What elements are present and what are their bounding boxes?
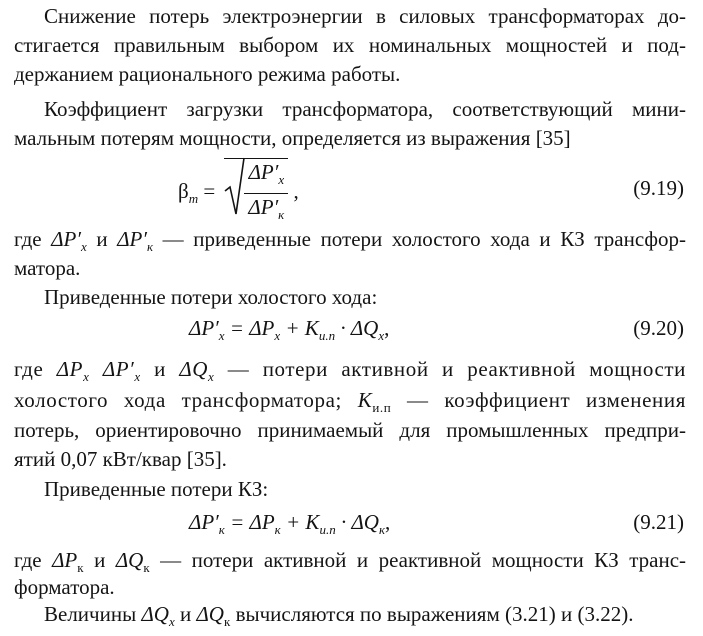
where-1-text: — приведенные потери холостого хода и КЗ трансфор- — [162, 227, 687, 251]
where-1-term-2-subscript: к — [146, 239, 154, 254]
eq920-rhs-term-1: = ΔP — [229, 316, 275, 340]
paragraph-1-line-1: Снижение потерь электроэнергии в силовых трансформаторах до- — [44, 4, 686, 28]
square-root — [224, 158, 288, 228]
eq920-comma: , — [384, 316, 390, 340]
eq921-lhs: ΔP′ — [189, 510, 219, 534]
final-text-start: Величины — [44, 602, 137, 626]
where-2-prefix: где — [14, 357, 44, 381]
beta-subscript: m — [188, 190, 199, 206]
paragraph-1-line-2: стигается правильным выбором их номинальных мощностей и под- — [14, 33, 686, 57]
eq920-reactive-term: · ΔQ — [340, 316, 379, 340]
where-3-term-1: ΔP — [52, 548, 78, 572]
final-term-2: ΔQ — [196, 602, 224, 626]
where-2-line-2-start: холостого хода трансформатора; — [14, 388, 342, 412]
paragraph-2-line-2: мальным потерям мощности, определяется из выражения [35] — [14, 126, 571, 150]
numerator-term: ΔP′ — [248, 160, 279, 184]
where-3-conjunction: и — [94, 548, 106, 572]
where-2-line-4: ятий 0,07 кВт/квар [35]. — [14, 447, 227, 471]
final-conjunction: и — [179, 602, 192, 626]
radical-sign-icon — [224, 157, 246, 217]
where-2-term-2: ΔP′ — [102, 357, 135, 381]
where-1-term-1: ΔP′ — [51, 227, 81, 251]
where-3-term-1-subscript: к — [77, 560, 84, 575]
where-1-line-1 — [14, 225, 686, 261]
beta-symbol: β — [178, 178, 189, 203]
where-2-line-3: потерь, ориентировочно принимаемый для промышленных предпри- — [14, 418, 686, 442]
final-term-2-subscript: к — [223, 614, 231, 629]
where-3-line-2: форматора. — [14, 575, 115, 599]
where-2-term-1: ΔP — [56, 357, 84, 381]
final-term-1-subscript: x — [168, 614, 175, 629]
where-1-term-1-subscript: x — [80, 239, 87, 254]
final-text-end: вычисляются по выражениям (3.21) и (3.22). — [235, 602, 634, 626]
where-2-coefficient-subscript: и.п — [372, 400, 392, 415]
heading-short-circuit-losses: Приведенные потери КЗ: — [44, 477, 269, 501]
where-2-term-3: ΔQ — [179, 357, 209, 381]
equation-9-20 — [189, 313, 389, 351]
where-2-term-1-subscript: x — [83, 369, 90, 384]
fraction-denominator — [244, 194, 288, 228]
where-1-conjunction: и — [96, 227, 108, 251]
paragraph-1-line-3: держанием рационального режима работы. — [14, 62, 401, 86]
numerator-subscript: x — [278, 172, 285, 187]
eq920-coefficient-subscript: и.п — [318, 328, 336, 343]
eq921-comma: , — [385, 510, 391, 534]
final-line — [44, 600, 633, 636]
equals-sign: = — [203, 178, 216, 203]
where-2-term-2-subscript: x — [134, 369, 141, 384]
where-3-term-2-subscript: к — [143, 560, 150, 575]
where-3-prefix: где — [14, 548, 42, 572]
equation-comma: , — [293, 178, 299, 203]
equation-9-19 — [178, 158, 299, 229]
where-3-term-2: ΔQ — [115, 548, 144, 572]
where-3-line-1 — [14, 546, 686, 582]
equation-number-9-20: (9.20) — [633, 316, 684, 340]
eq921-reactive-term: · ΔQ — [340, 510, 379, 534]
paragraph-2-line-1: Коэффициент загрузки трансформатора, соответствующий мини- — [44, 97, 686, 121]
where-2-conjunction: и — [154, 357, 166, 381]
fraction — [244, 159, 288, 228]
equation-number-9-21: (9.21) — [633, 510, 684, 534]
where-1-term-2: ΔP′ — [117, 227, 147, 251]
eq921-reactive-subscript: к — [378, 522, 386, 537]
eq921-coefficient-subscript: и.п — [319, 522, 336, 537]
where-2-text: — потери активной и реактивной мощности — [227, 357, 686, 381]
final-term-1: ΔQ — [141, 602, 169, 626]
eq920-lhs-subscript: x — [218, 328, 225, 343]
where-1-prefix: где — [14, 227, 42, 251]
equation-9-21 — [189, 507, 390, 545]
where-1-line-2: матора. — [14, 256, 81, 280]
equation-number-9-19: (9.19) — [633, 176, 684, 200]
eq920-coefficient: + K — [285, 316, 319, 340]
fraction-numerator — [244, 159, 288, 194]
heading-idle-losses: Приведенные потери холостого хода: — [44, 285, 378, 309]
eq921-coefficient: + K — [286, 510, 320, 534]
eq920-rhs-term-1-subscript: x — [274, 328, 281, 343]
denominator-term: ΔP′ — [248, 195, 279, 219]
where-2-term-3-subscript: x — [208, 369, 215, 384]
where-2-coefficient: K — [357, 388, 373, 412]
eq921-lhs-subscript: к — [218, 522, 225, 537]
where-2-line-2-end: — коэффициент изменения — [407, 388, 686, 412]
denominator-subscript: к — [278, 207, 285, 222]
eq921-rhs-term-1-subscript: к — [274, 522, 281, 537]
eq920-reactive-subscript: x — [378, 328, 385, 343]
where-3-text: — потери активной и реактивной мощности КЗ транс- — [160, 548, 687, 572]
eq921-rhs-term-1: = ΔP — [230, 510, 275, 534]
eq920-lhs: ΔP′ — [189, 316, 219, 340]
